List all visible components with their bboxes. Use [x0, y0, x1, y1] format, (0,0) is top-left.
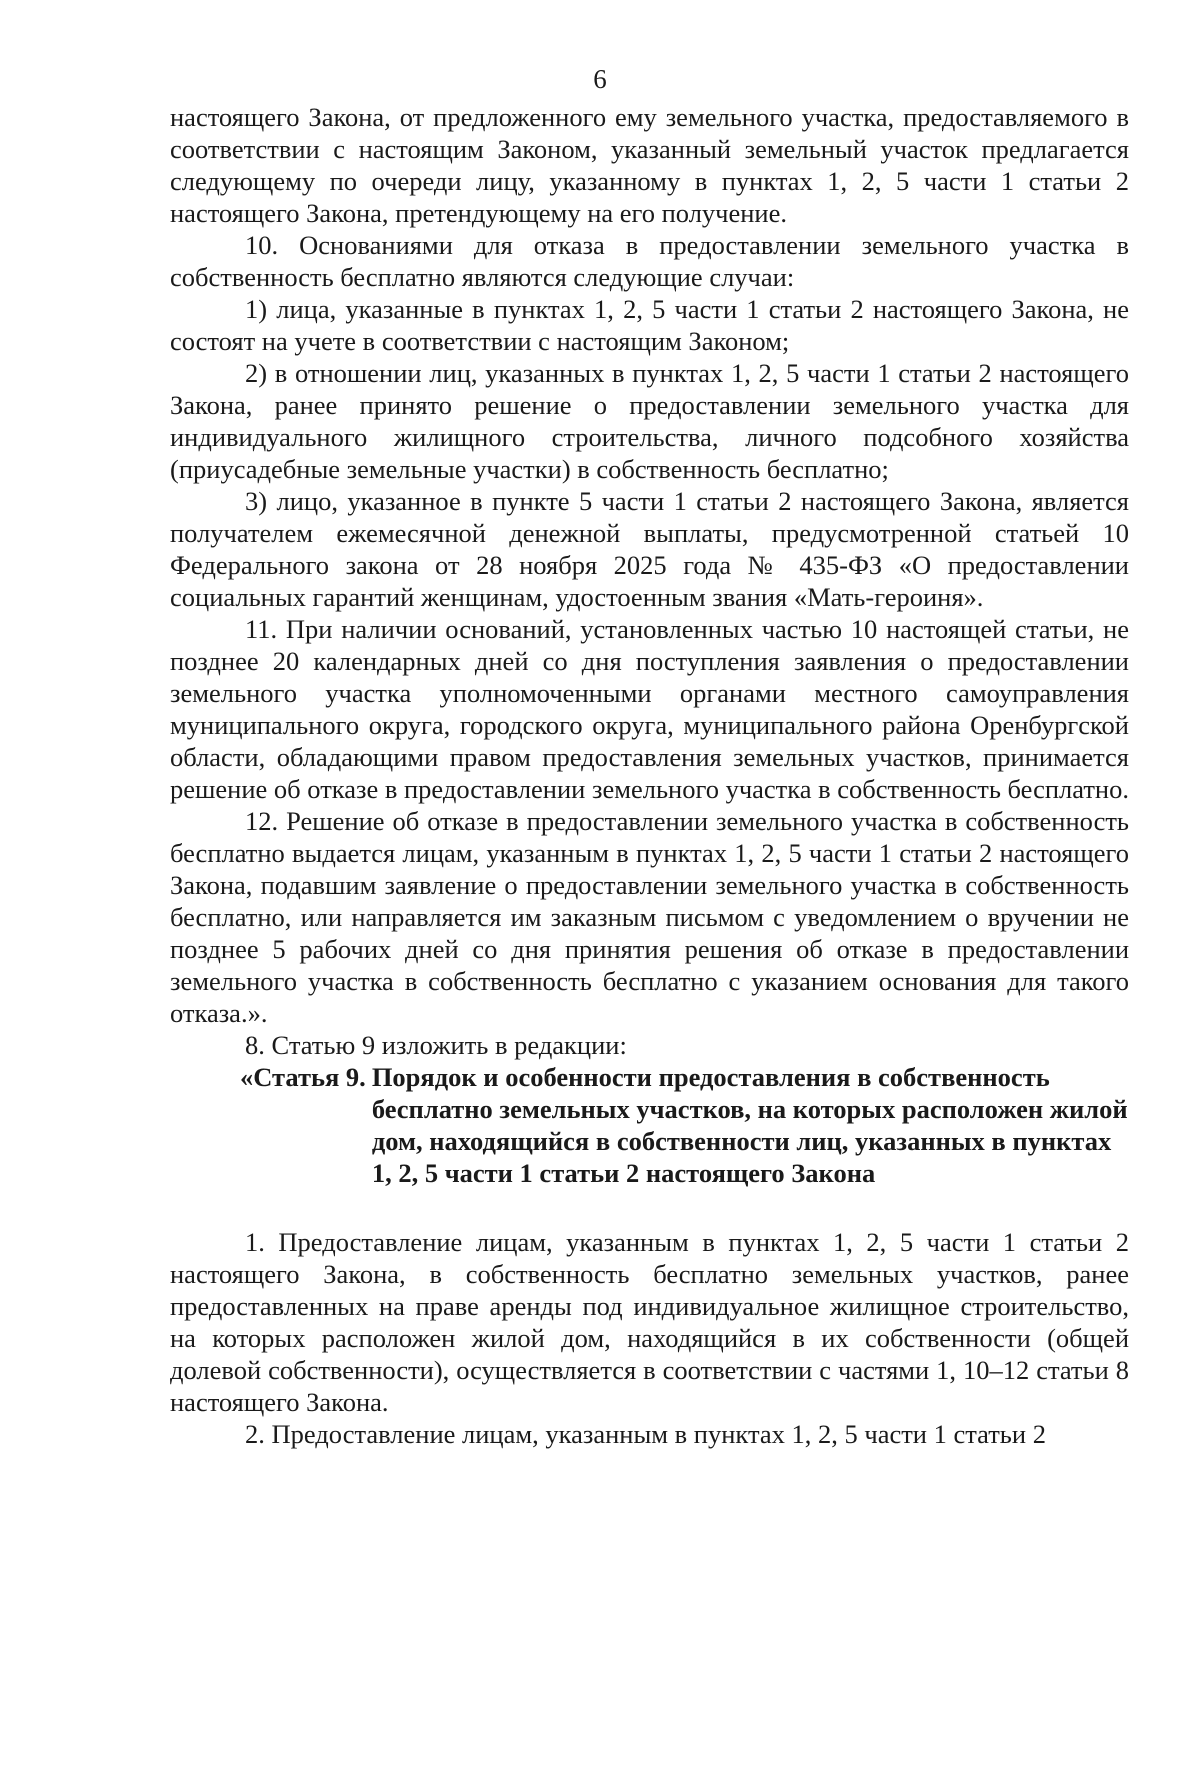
- section-spacer: [170, 1189, 1129, 1226]
- article-9-part-2: 2. Предоставление лицам, указанным в пунктах 1, 2, 5 части 1 статьи 2: [245, 1419, 1046, 1449]
- article-9-part-1: 1. Предоставление лицам, указанным в пунктах 1, 2, 5 части 1 статьи 2 настоящего Закона, в собственность бесплатно земельных участков, ранее предоставленных на праве аренды под индивидуальное жилищное строительство, на которых расположен жилой дом, находящийся в их собственности (общей долевой собственности), осуществляется в соответствии с частями 1, 10–12 статьи 8 настоящего Закона.: [170, 1227, 1129, 1417]
- paragraph-part-10: 10. Основаниями для отказа в предоставлении земельного участка в собственность бесплатно являются следующие случаи:: [170, 230, 1129, 292]
- paragraph-continuation: настоящего Закона, от предложенного ему земельного участка, предоставляемого в соответствии с настоящим Законом, указанный земельный участок предлагается следующему по очереди лицу, указанному в пунктах 1, 2, 5 части 1 статьи 2 настоящего Закона, претендующему на его получение.: [170, 102, 1129, 228]
- paragraph-part-11: 11. При наличии оснований, установленных частью 10 настоящей статьи, не позднее 20 календарных дней со дня поступления заявления о предоставлении земельного участка уполномоченными органами местного самоуправления муниципального округа, городского округа, муниципального района Оренбургской области, обладающими правом предоставления земельных участков, принимается решение об отказе в предоставлении земельного участка в собственность бесплатно.: [170, 614, 1129, 804]
- paragraph-amendment-8: 8. Статью 9 изложить в редакции:: [245, 1030, 627, 1060]
- page-number: 6: [593, 64, 607, 94]
- article-heading: [170, 1061, 1129, 1189]
- document-body: [170, 101, 1129, 1450]
- article-number: «Статья 9.: [240, 1062, 366, 1092]
- list-item-2: 2) в отношении лиц, указанных в пунктах 1, 2, 5 части 1 статьи 2 настоящего Закона, ранее принято решение о предоставлении земельного участка для индивидуального жилищного строительства, личного подсобного хозяйства (приусадебные земельные участки) в собственность бесплатно;: [170, 358, 1129, 484]
- list-item-3: 3) лицо, указанное в пункте 5 части 1 статьи 2 настоящего Закона, является получателем ежемесячной денежной выплаты, предусмотренной статьей 10 Федерального закона от 28 ноября 2025 года № 435-ФЗ «О предоставлении социальных гарантий женщинам, удостоенным звания «Мать-героиня».: [170, 486, 1129, 612]
- list-item-1: 1) лица, указанные в пунктах 1, 2, 5 части 1 статьи 2 настоящего Закона, не состоят на учете в соответствии с настоящим Законом;: [170, 294, 1129, 356]
- paragraph-part-12: 12. Решение об отказе в предоставлении земельного участка в собственность бесплатно выдается лицам, указанным в пунктах 1, 2, 5 части 1 статьи 2 настоящего Закона, подавшим заявление о предоставлении земельного участка в собственность бесплатно, или направляется им заказным письмом с уведомлением о вручении не позднее 5 рабочих дней со дня принятия решения об отказе в предоставлении земельного участка в собственность бесплатно с указанием основания для такого отказа.».: [170, 806, 1129, 1028]
- article-title: Порядок и особенности предоставления в собственность бесплатно земельных участков, на которых расположен жилой дом, находящийся в собственности лиц, указанных в пунктах 1, 2, 5 части 1 статьи 2 настоящего Закона: [371, 1062, 1128, 1188]
